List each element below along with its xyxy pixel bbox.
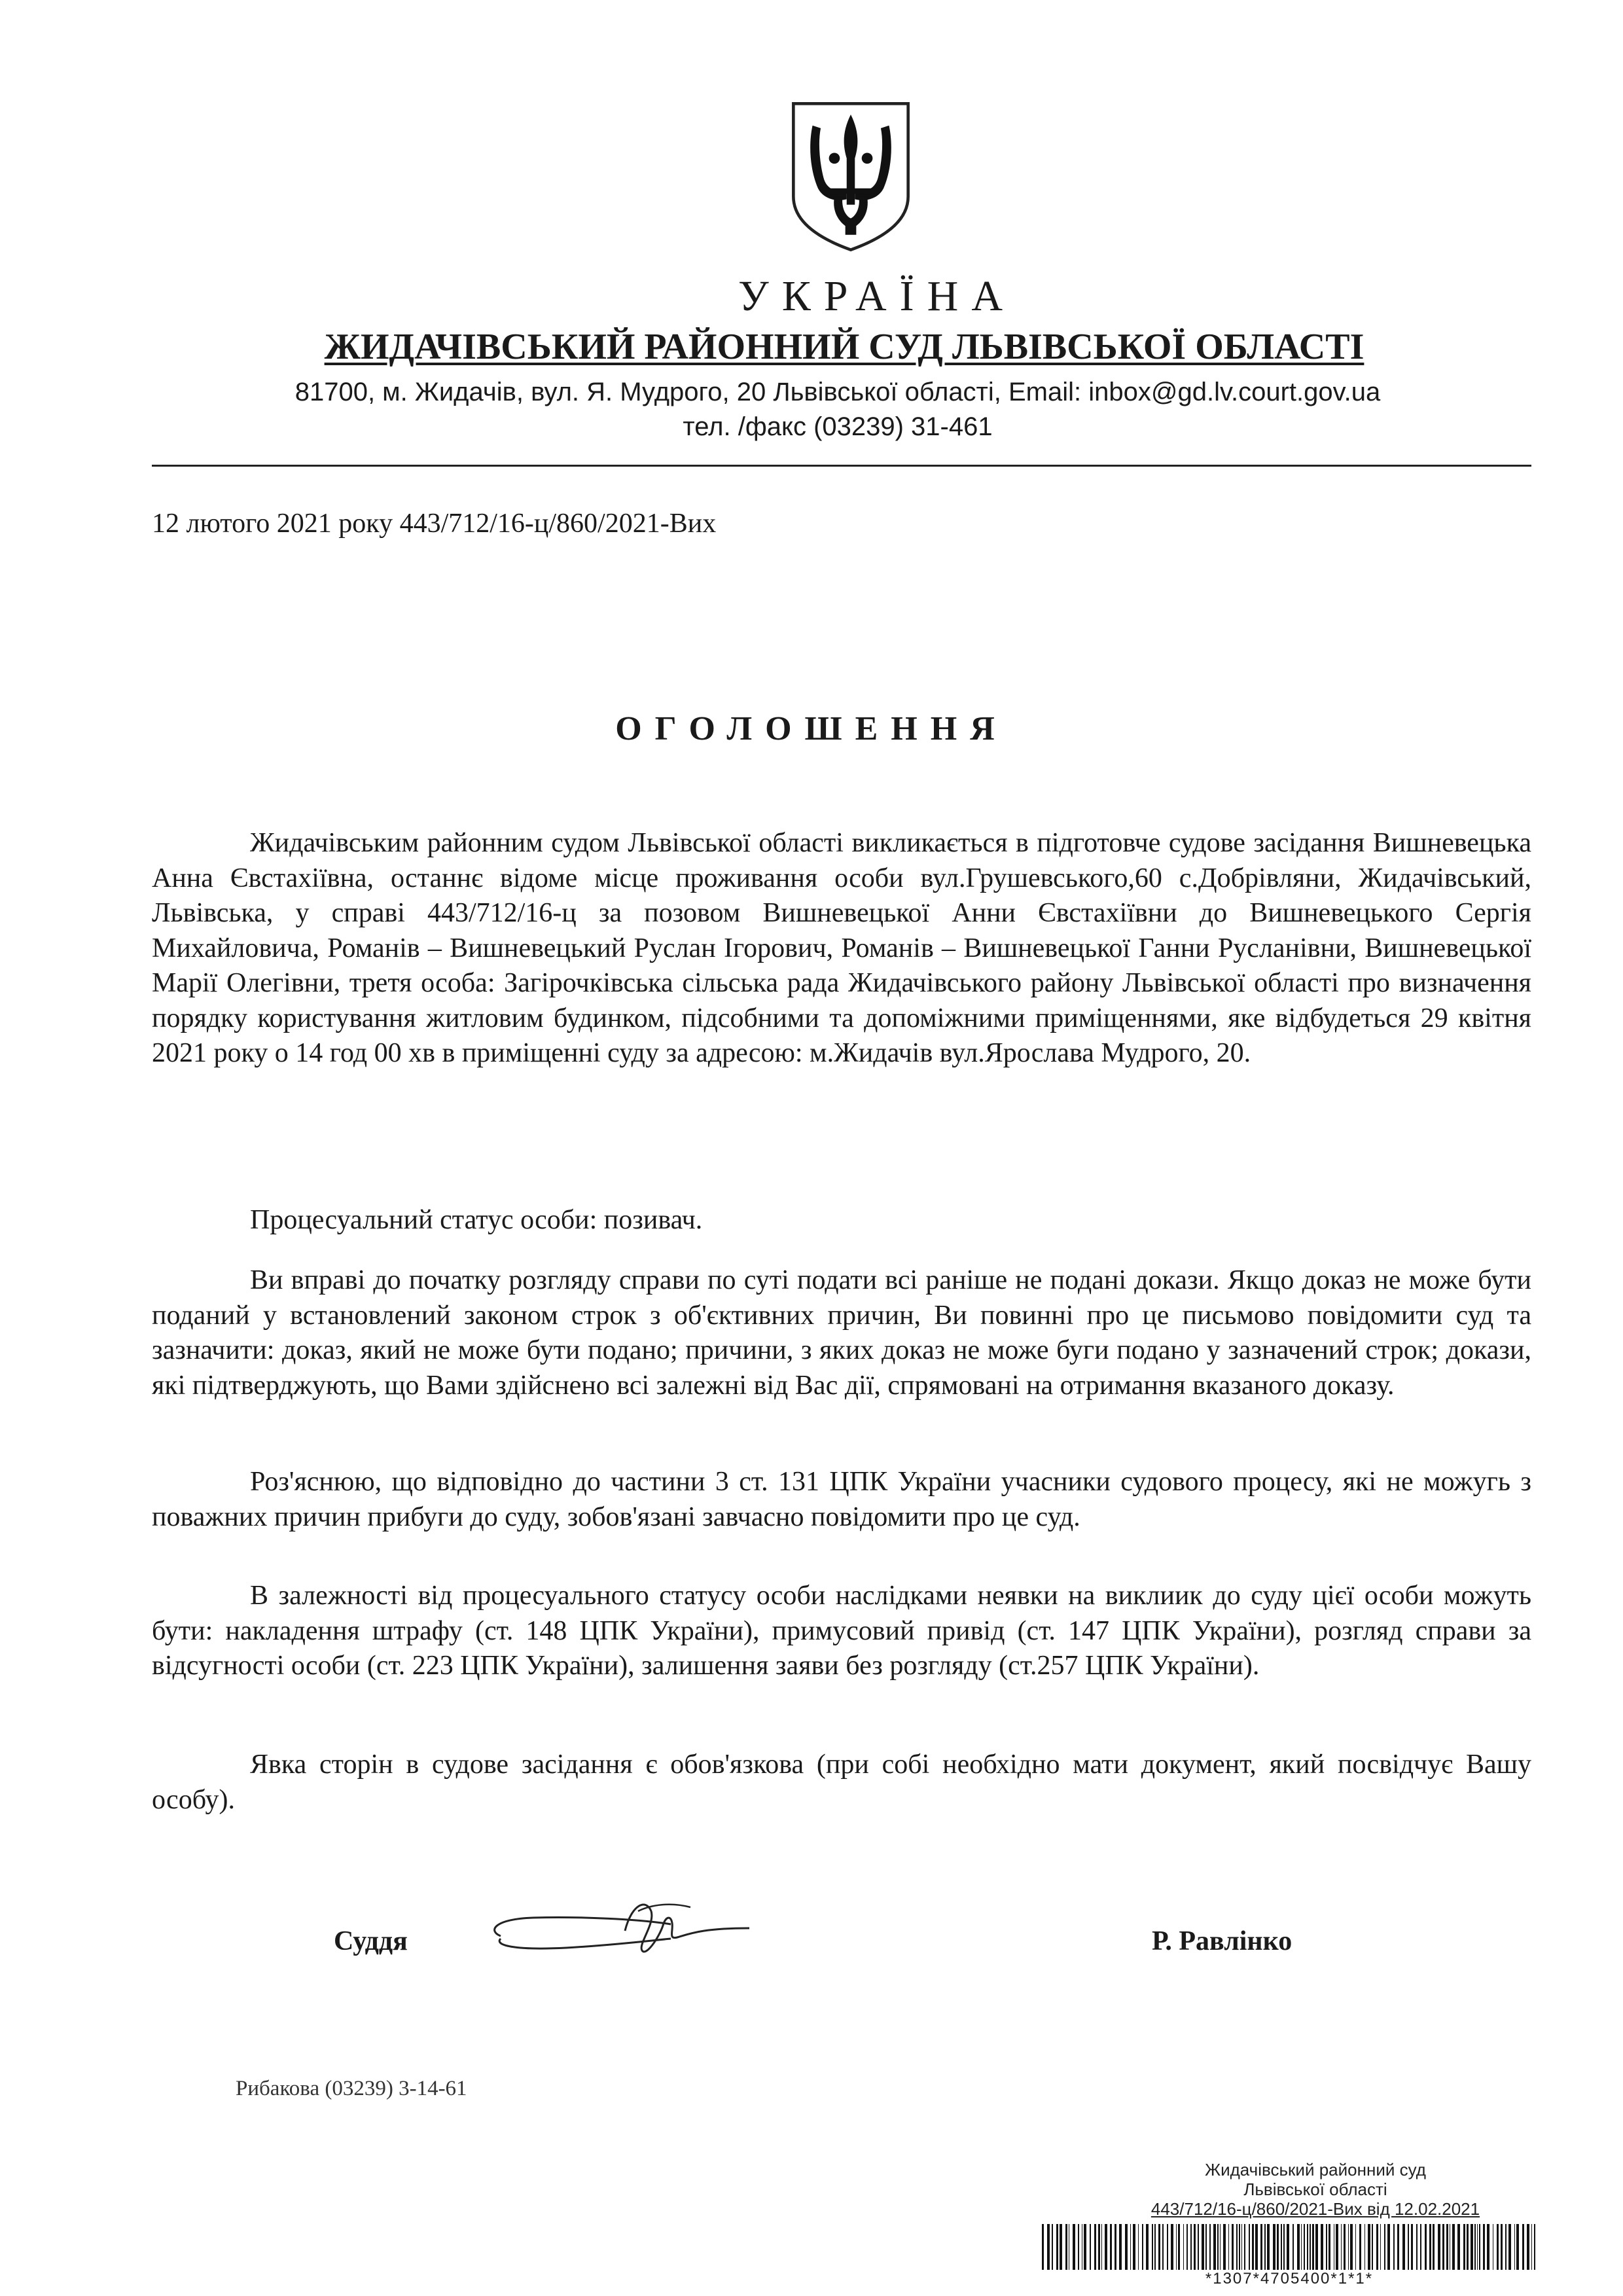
header-divider bbox=[152, 465, 1531, 467]
body-paragraph-evidence: Ви вправі до початку розгляду справи по суті подати всі раніше не подані докази. Якщо доказ не може бути поданий у встановлений законом строк з об'єктивних причин, Ви повинні про це письмово повідомити суд та зазначити: доказ, який не може бути подано; причини, з яких доказ не може буги подано у зазначений строк; докази, які підтверджують, що Вами здійснено всі залежні від Вас дії, спрямовані на отримання вказаного доказу. bbox=[152, 1265, 1531, 1401]
barcode-number: *1307*4705400*1*1* bbox=[1205, 2270, 1374, 2287]
judge-label: Суддя bbox=[334, 1926, 408, 1956]
body-paragraph-consequences: В залежності від процесуального статусу особи наслідками неявки на виклиик до суду цієї особи можуть бути: накладення штрафу (ст. 148 ЦПК України), примусовий привід (ст. 147 ЦПК України), розгляд справи за відсугності особи (ст. 223 ЦПК України), залишення заяви без розгляду (ст.257 ЦПК України). bbox=[152, 1581, 1531, 1681]
trident-coat-of-arms-icon bbox=[782, 98, 919, 255]
country-name: УКРАЇНА bbox=[738, 272, 1016, 320]
stamp-region: Львівської області bbox=[1243, 2179, 1387, 2199]
registry-barcode bbox=[1041, 2224, 1538, 2270]
stamp-reference: 443/712/16-ц/860/2021-Вих від 12.02.2021 bbox=[1150, 2199, 1480, 2219]
body-paragraph-summons: Жидачівським районним судом Львівської області викликається в підготовче судове засідання Вишневецька Анна Євстахіївна, останнє відоме місце проживання особи вул.Грушевського,60 с.Добрівляни, Жидачівський, Львівська, у справі 443/712/16-ц за позовом Вишневецької Анни Євстахіївни до Вишневецького Сергія Михайловича, Романів – Вишневецький Руслан Ігорович, Романів – Вишневецької Ганни Русланівни, Вишневецької Марії Олегівни, третя особа: Загірочківська сільська рада Жидачівського району Львівської області про визначення порядку користування житловим будинком, підсобними та допоміжними приміщеннями, яке відбудеться 29 квітня 2021 року о 14 год 00 хв в приміщенні суду за адресою: м.Жидачів вул.Ярослава Мудрого, 20. bbox=[152, 828, 1531, 1068]
executor-contact: Рибакова (03239) 3-14-61 bbox=[236, 2077, 467, 2100]
outgoing-reference: 12 лютого 2021 року 443/712/16-ц/860/2021-Вих bbox=[152, 509, 717, 539]
judge-name: Р. Равлінко bbox=[1152, 1926, 1293, 1956]
body-paragraph-attendance: Явка сторін в судове засідання є обов'язкова (при собі необхідно мати документ, який посвідчує Вашу особу). bbox=[152, 1749, 1531, 1815]
body-paragraph-notice: Роз'яснюю, що відповідно до частини 3 ст. 131 ЦПК України учасники судового процесу, які не можугь з поважних причин прибуги до суду, зобов'язані завчасно повідомити про це суд. bbox=[152, 1467, 1531, 1532]
court-name: ЖИДАЧІВСЬКИЙ РАЙОННИЙ СУД ЛЬВІВСЬКОЇ ОБЛАСТІ bbox=[324, 327, 1364, 367]
handwritten-signature bbox=[474, 1885, 762, 1977]
document-title: ОГОЛОШЕННЯ bbox=[615, 710, 1008, 747]
registry-stamp bbox=[1034, 2160, 1597, 2219]
body-paragraph-status: Процесуальний статус особи: позивач. bbox=[250, 1205, 703, 1235]
stamp-court-name: Жидачівський районний суд bbox=[1205, 2160, 1426, 2179]
court-phone: тел. /факс (03239) 31-461 bbox=[683, 412, 993, 441]
court-address: 81700, м. Жидачів, вул. Я. Мудрого, 20 Львівської області, Email: inbox@gd.lv.court.gov.ua bbox=[294, 378, 1381, 406]
